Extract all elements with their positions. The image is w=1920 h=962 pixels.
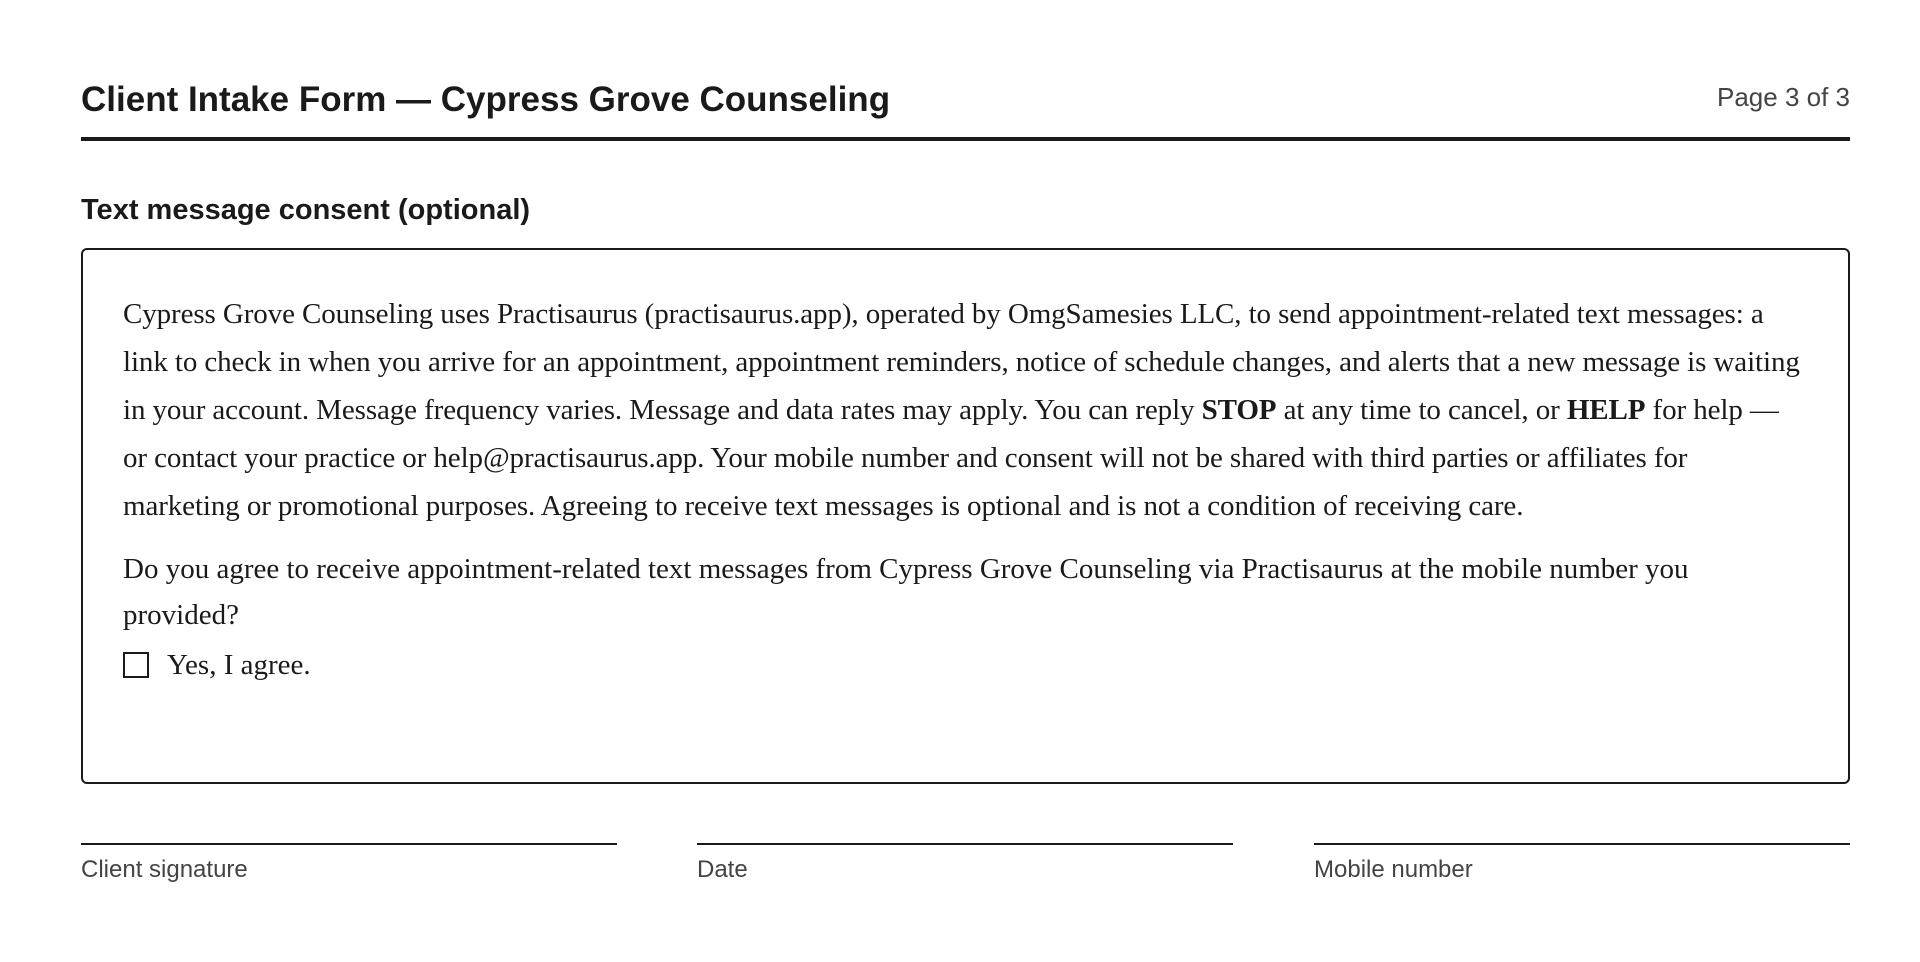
agree-checkbox[interactable] <box>123 652 149 678</box>
intake-form-page <box>81 0 1850 883</box>
form-header <box>81 0 1850 141</box>
mobile-number-line[interactable] <box>1314 843 1850 845</box>
consent-text-part2: at any time to cancel, or <box>1276 394 1567 426</box>
agree-option[interactable] <box>123 642 1808 688</box>
agree-label: Yes, I agree. <box>167 649 311 681</box>
consent-paragraph <box>123 290 1808 530</box>
client-signature-line[interactable] <box>81 843 617 845</box>
date-label: Date <box>697 856 748 883</box>
form-title: Client Intake Form — Cypress Grove Counseling <box>81 80 891 119</box>
consent-box <box>81 248 1850 784</box>
help-keyword: HELP <box>1566 394 1646 426</box>
section-heading: Text message consent (optional) <box>81 194 531 226</box>
consent-text-part3: for help — or contact your practice or help@practisaurus.app. Your mobile number and consent will not be shared with third parties or affiliates for marketing or promotional purposes. Agreeing to receive text messages is optional and is not a condition of receiving care. <box>123 394 1779 522</box>
mobile-number-label: Mobile number <box>1314 856 1473 883</box>
consent-question: Do you agree to receive appointment-related text messages from Cypress Grove Counseling via Practisaurus at the mobile number you provided? <box>123 553 1689 631</box>
page-indicator: Page 3 of 3 <box>1717 82 1850 112</box>
date-field[interactable] <box>697 843 1233 885</box>
mobile-number-field[interactable] <box>1314 843 1850 885</box>
client-signature-label: Client signature <box>81 856 248 883</box>
stop-keyword: STOP <box>1201 394 1277 426</box>
consent-text-part1: Cypress Grove Counseling uses Practisaurus (practisaurus.app), operated by OmgSamesies LLC, to send appointment-related text messages: a link to check in when you arrive for an appointment, appointment reminders, notice of schedule changes, and alerts that a new message is waiting in your account. Message frequency varies. Message and data rates may apply. You can reply <box>123 298 1800 426</box>
client-signature-field[interactable] <box>81 843 617 885</box>
signature-row <box>81 843 1850 903</box>
date-line[interactable] <box>697 843 1233 845</box>
